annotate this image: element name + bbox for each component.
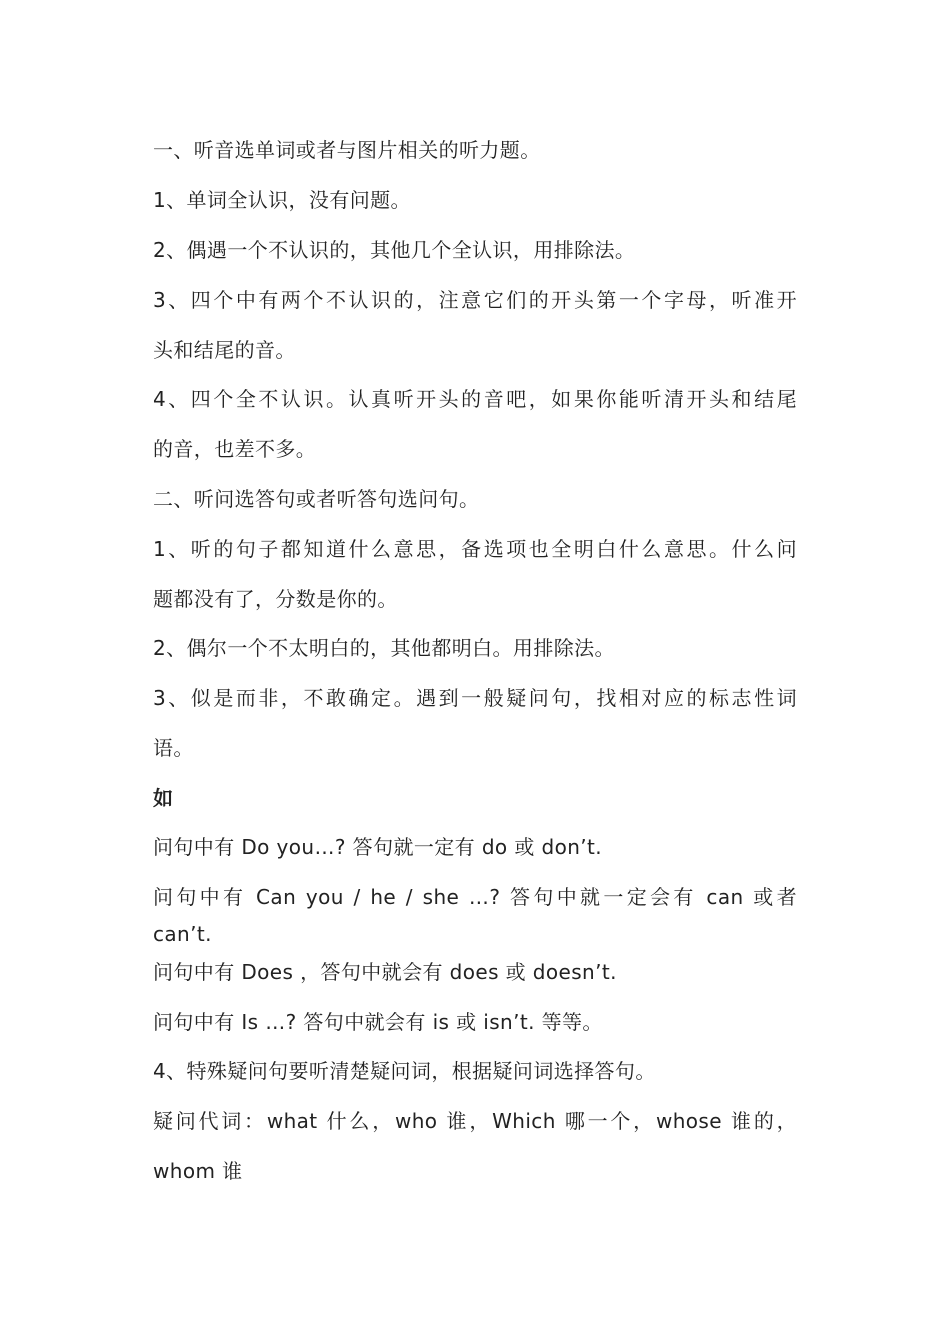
- paragraph-line: 4、四个全不认识。认真听开头的音吧，如果你能听清开头和结尾: [153, 387, 797, 411]
- paragraph-line: 题都没有了，分数是你的。: [153, 587, 398, 611]
- paragraph-line: 4、特殊疑问句要听清楚疑问词，根据疑问词选择答句。: [153, 1059, 656, 1083]
- example-line: can’t.: [153, 922, 212, 946]
- paragraph-line: 3、四个中有两个不认识的，注意它们的开头第一个字母，听准开: [153, 288, 797, 312]
- section-heading-1: 一、听音选单词或者与图片相关的听力题。: [153, 138, 541, 162]
- example-label: 如: [153, 786, 174, 810]
- paragraph-line: 2、偶尔一个不太明白的，其他都明白。用排除法。: [153, 636, 615, 660]
- example-line: 问句中有 Can you / he / she …? 答句中就一定会有 can 或者: [153, 885, 797, 909]
- example-line: 问句中有 Do you…? 答句就一定有 do 或 don’t.: [153, 835, 603, 859]
- paragraph-line: 头和结尾的音。: [153, 338, 296, 362]
- paragraph-line: 语。: [153, 736, 194, 760]
- example-line: 问句中有 Is …? 答句中就会有 is 或 isn’t. 等等。: [153, 1010, 603, 1034]
- example-line: 问句中有 Does ，答句中就会有 does 或 doesn’t.: [153, 960, 617, 984]
- paragraph-line: 1、单词全认识，没有问题。: [153, 188, 411, 212]
- paragraph-line: 2、偶遇一个不认识的，其他几个全认识，用排除法。: [153, 238, 636, 262]
- paragraph-line: whom 谁: [153, 1159, 243, 1183]
- paragraph-line: 3、似是而非，不敢确定。遇到一般疑问句，找相对应的标志性词: [153, 686, 797, 710]
- paragraph-line: 的音，也差不多。: [153, 437, 317, 461]
- paragraph-line: 1、听的句子都知道什么意思，备选项也全明白什么意思。什么问: [153, 537, 797, 561]
- paragraph-line: 疑问代词：what 什么，who 谁，Which 哪一个，whose 谁的，: [153, 1109, 797, 1133]
- section-heading-2: 二、听问选答句或者听答句选问句。: [153, 487, 480, 511]
